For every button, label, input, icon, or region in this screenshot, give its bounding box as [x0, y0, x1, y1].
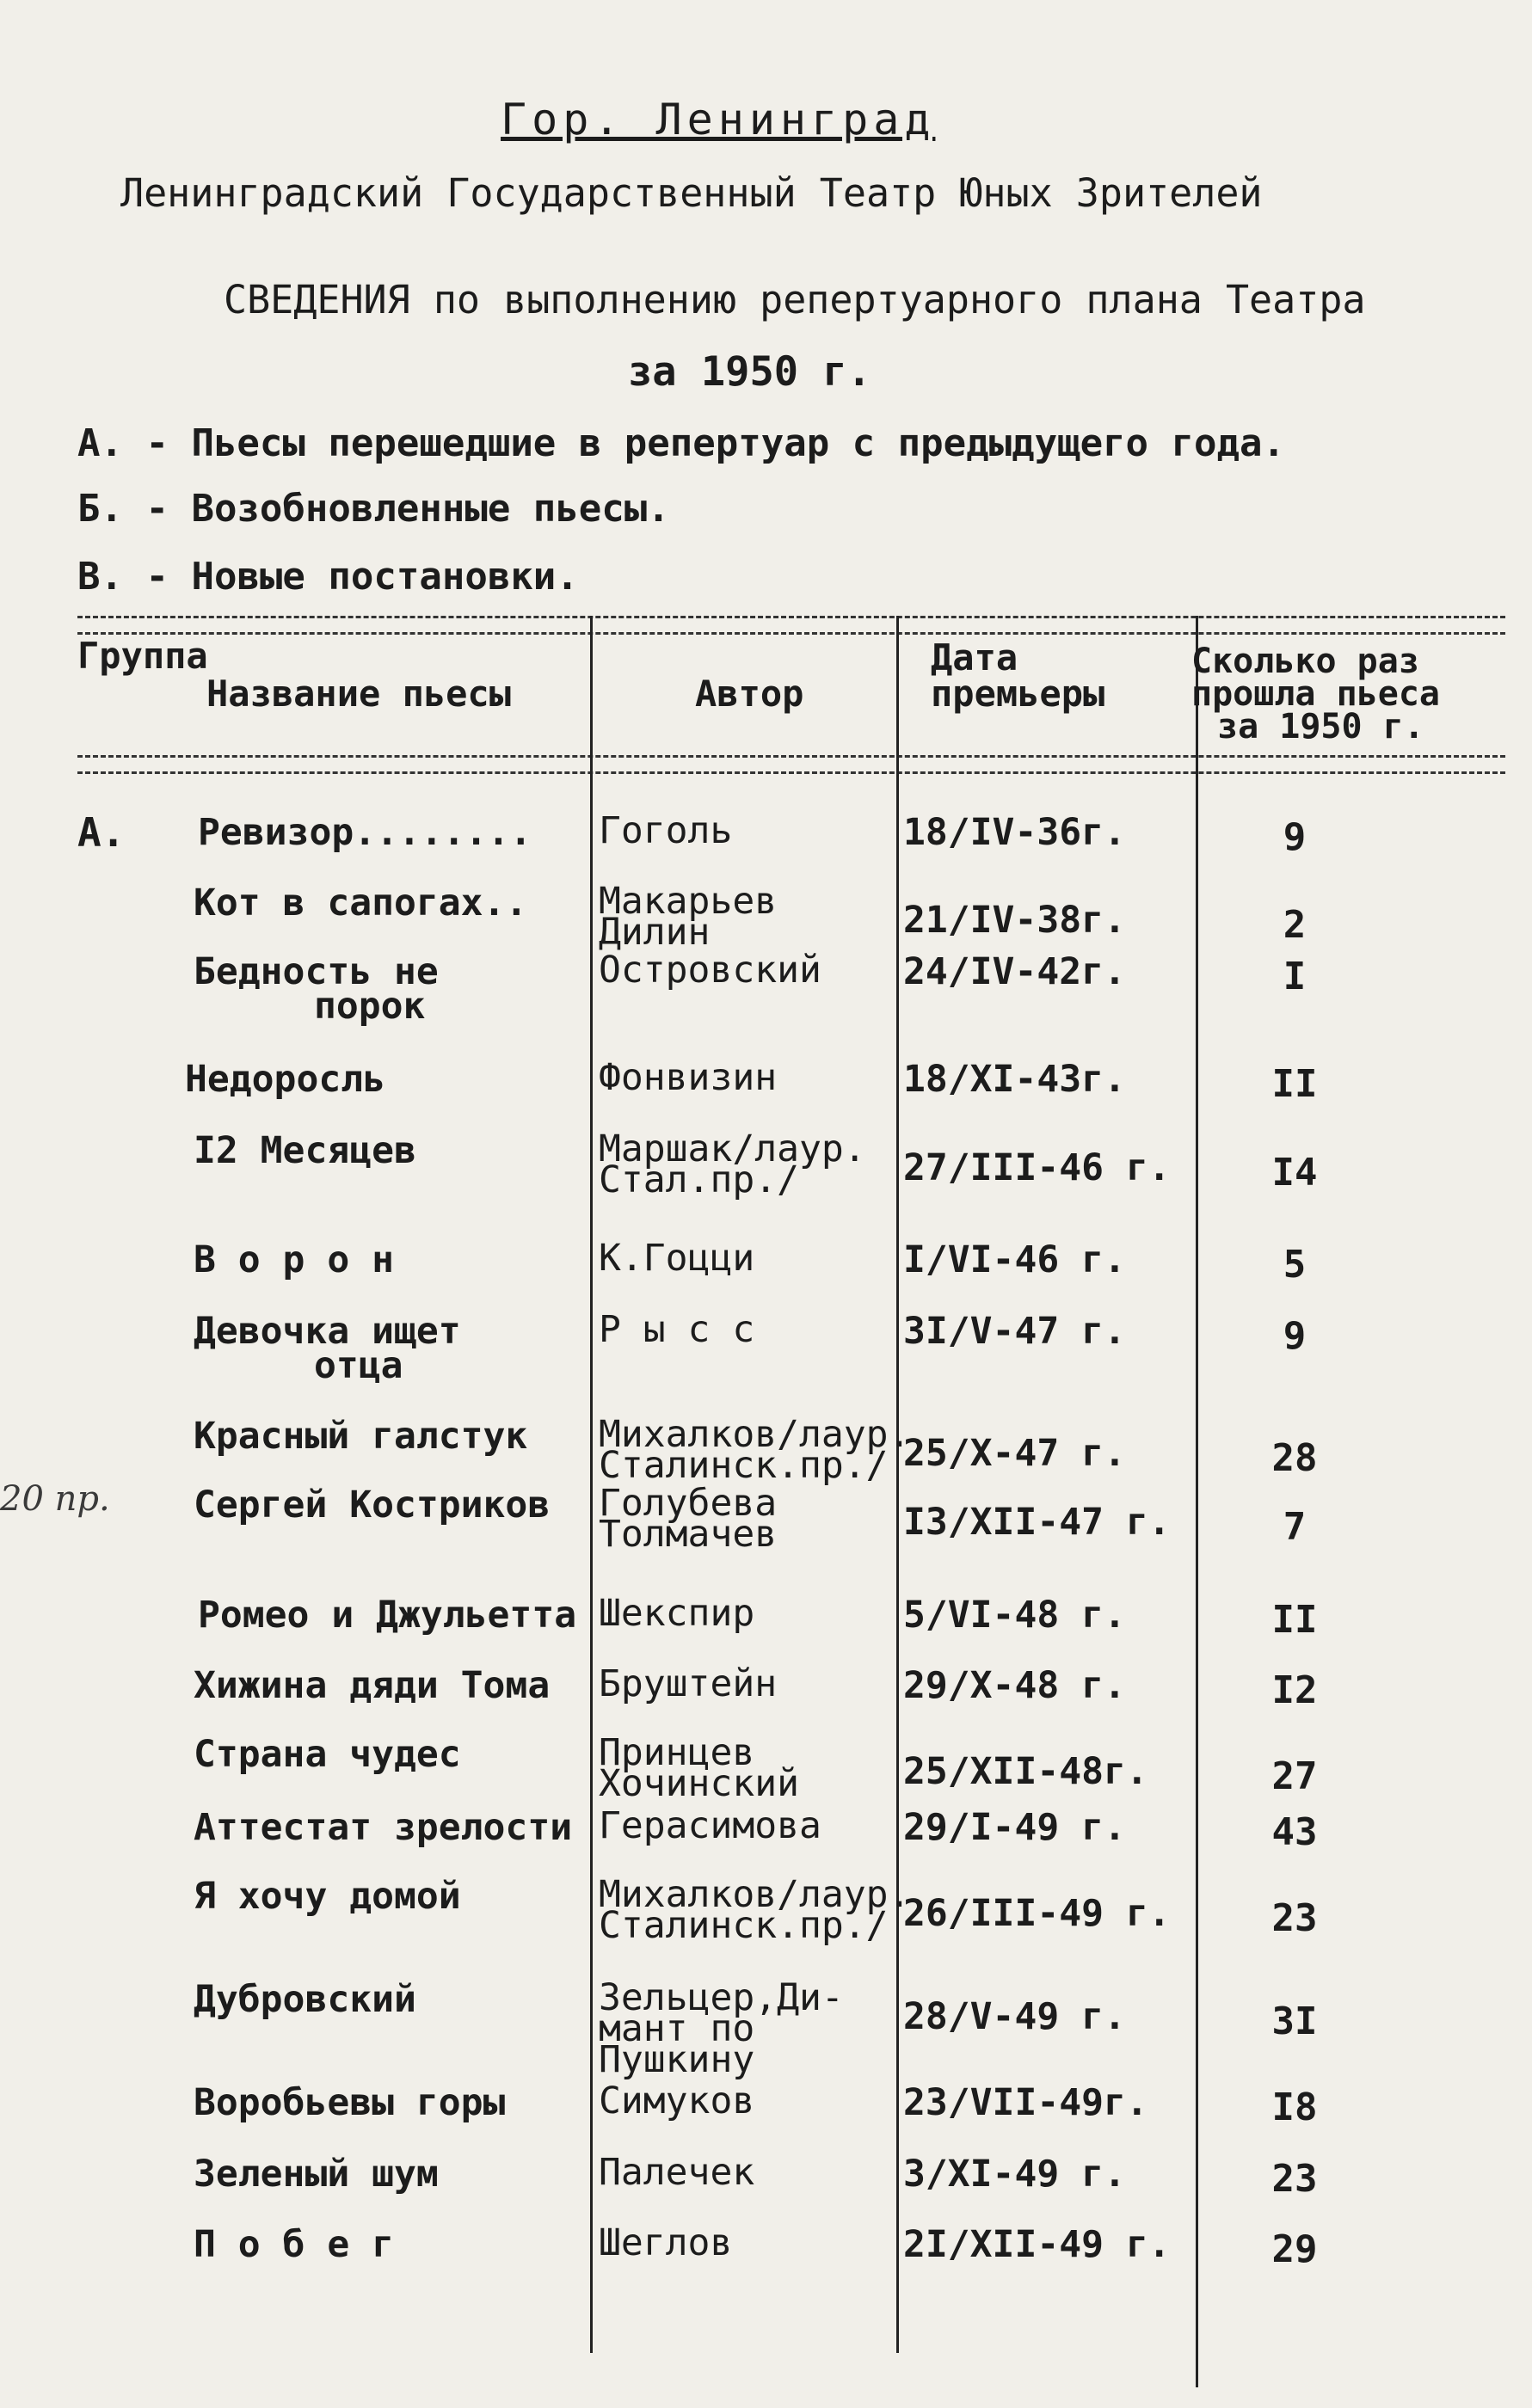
play-title: I2 Месяцев — [194, 1129, 416, 1172]
premiere-date: 25/XII-48г. — [903, 1750, 1148, 1793]
category-a: А. - Пьесы перешедшие в репертуар с предыдущего года. — [77, 421, 1285, 465]
play-author: Макарьев Дилин — [599, 880, 778, 954]
play-author: К.Гоцци — [599, 1237, 755, 1280]
play-author: Герасимова — [599, 1804, 821, 1847]
play-author: Бруштейн — [599, 1662, 778, 1705]
play-title: Дубровский — [194, 1978, 416, 2021]
play-author: Маршак/лаур. Стал.пр./ — [599, 1127, 866, 1201]
play-title: П о б е г — [194, 2223, 394, 2266]
column-header-count: Сколько раз прошла пьеса за 1950 г. — [1191, 642, 1440, 746]
column-header-author: Автор — [695, 673, 804, 715]
play-title: Воробьевы горы — [194, 2081, 506, 2124]
table-top-rule — [77, 616, 1505, 635]
premiere-date: 5/VI-48 г. — [903, 1594, 1126, 1637]
play-title: Сергей Костриков — [194, 1484, 551, 1526]
premiere-date: 29/I-49 г. — [903, 1806, 1126, 1849]
column-header-title: Название пьесы — [206, 673, 512, 715]
performance-count: I — [1283, 955, 1307, 998]
play-author: Палечек — [599, 2151, 755, 2194]
play-author: Михалков/лаур. Сталинск.пр./ — [599, 1873, 911, 1947]
column-divider — [896, 616, 899, 2353]
premiere-date: I3/XII-47 г. — [903, 1501, 1171, 1544]
performance-count: I2 — [1271, 1668, 1318, 1712]
table-header-rule — [77, 755, 1505, 774]
play-author: Фонвизин — [599, 1056, 778, 1099]
performance-count: 23 — [1271, 2157, 1318, 2201]
premiere-date: 29/X-48 г. — [903, 1664, 1126, 1707]
premiere-date: 23/VII-49г. — [903, 2081, 1148, 2124]
premiere-date: 25/X-47 г. — [903, 1432, 1126, 1475]
play-title: Страна чудес — [194, 1733, 461, 1776]
premiere-date: 2I/XII-49 г. — [903, 2223, 1171, 2266]
performance-count: 23 — [1271, 1896, 1318, 1940]
performance-count: I8 — [1271, 2086, 1318, 2129]
performance-count: 9 — [1283, 1314, 1307, 1358]
performance-count: 7 — [1283, 1505, 1307, 1549]
premiere-date: 3I/V-47 г. — [903, 1310, 1126, 1353]
performance-count: 9 — [1283, 815, 1307, 859]
play-title: Ревизор........ — [198, 811, 532, 854]
premiere-date: 27/III-46 г. — [903, 1146, 1171, 1189]
play-title: Зеленый шум — [194, 2153, 439, 2196]
column-divider — [590, 616, 593, 2353]
performance-count: II — [1271, 1062, 1318, 1106]
play-title: В о р о н — [194, 1238, 394, 1281]
play-title: Бедность не порок — [194, 950, 439, 1028]
performance-count: 5 — [1283, 1243, 1307, 1287]
play-author: Гоголь — [599, 809, 733, 852]
column-divider — [1196, 616, 1198, 2387]
column-header-premiere: Дата премьеры — [931, 636, 1105, 715]
play-title: Девочка ищет отца — [194, 1310, 461, 1387]
play-title: Аттестат зрелости — [194, 1806, 573, 1849]
play-author: Шекспир — [599, 1592, 755, 1635]
document-year: за 1950 г. — [628, 348, 871, 396]
premiere-date: 28/V-49 г. — [903, 1995, 1126, 2038]
group-label: А. — [77, 809, 126, 856]
performance-count: 3I — [1271, 2000, 1318, 2043]
play-author: Симуков — [599, 2079, 755, 2122]
premiere-date: 21/IV-38г. — [903, 899, 1126, 942]
premiere-date: 24/IV-42г. — [903, 950, 1126, 993]
play-title: Я хочу домой — [194, 1875, 461, 1918]
performance-count: II — [1271, 1598, 1318, 1642]
play-title: Хижина дяди Тома — [194, 1664, 551, 1707]
category-b: Б. - Возобновленные пьесы. — [77, 487, 670, 531]
city-heading: Гор. Ленинград — [501, 95, 936, 144]
play-title: Кот в сапогах.. — [194, 882, 528, 924]
premiere-date: 26/III-49 г. — [903, 1892, 1171, 1935]
premiere-date: I/VI-46 г. — [903, 1238, 1126, 1281]
document-title: СВЕДЕНИЯ по выполнению репертуарного плана Театра — [224, 277, 1366, 322]
performance-count: I4 — [1271, 1151, 1318, 1195]
play-title: Ромео и Джульетта — [198, 1594, 577, 1637]
theatre-name: Ленинградский Государственный Театр Юных Зрителей — [120, 170, 1263, 216]
category-c: В. - Новые постановки. — [77, 555, 579, 599]
play-title: Недоросль — [185, 1058, 385, 1101]
premiere-date: 18/XI-43г. — [903, 1058, 1126, 1101]
play-author: Принцев Хочинский — [599, 1731, 799, 1805]
play-author: Зельцер,Ди- мант по Пушкину — [599, 1976, 844, 2081]
performance-count: 2 — [1283, 903, 1307, 947]
margin-note: 20 пр. — [0, 1479, 110, 1519]
column-header-group: Группа — [77, 635, 208, 677]
performance-count: 27 — [1271, 1754, 1318, 1798]
play-author: Михалков/лаур. Сталинск.пр./ — [599, 1413, 911, 1487]
premiere-date: 3/XI-49 г. — [903, 2153, 1126, 2196]
performance-count: 43 — [1271, 1810, 1318, 1854]
play-author: Шеглов — [599, 2221, 733, 2264]
performance-count: 29 — [1271, 2227, 1318, 2271]
play-author: Голубева Толмачев — [599, 1482, 778, 1556]
play-author: Островский — [599, 949, 821, 992]
play-author: Р ы с с — [599, 1308, 755, 1351]
premiere-date: 18/IV-36г. — [903, 811, 1126, 854]
play-title: Красный галстук — [194, 1415, 528, 1458]
performance-count: 28 — [1271, 1436, 1318, 1480]
